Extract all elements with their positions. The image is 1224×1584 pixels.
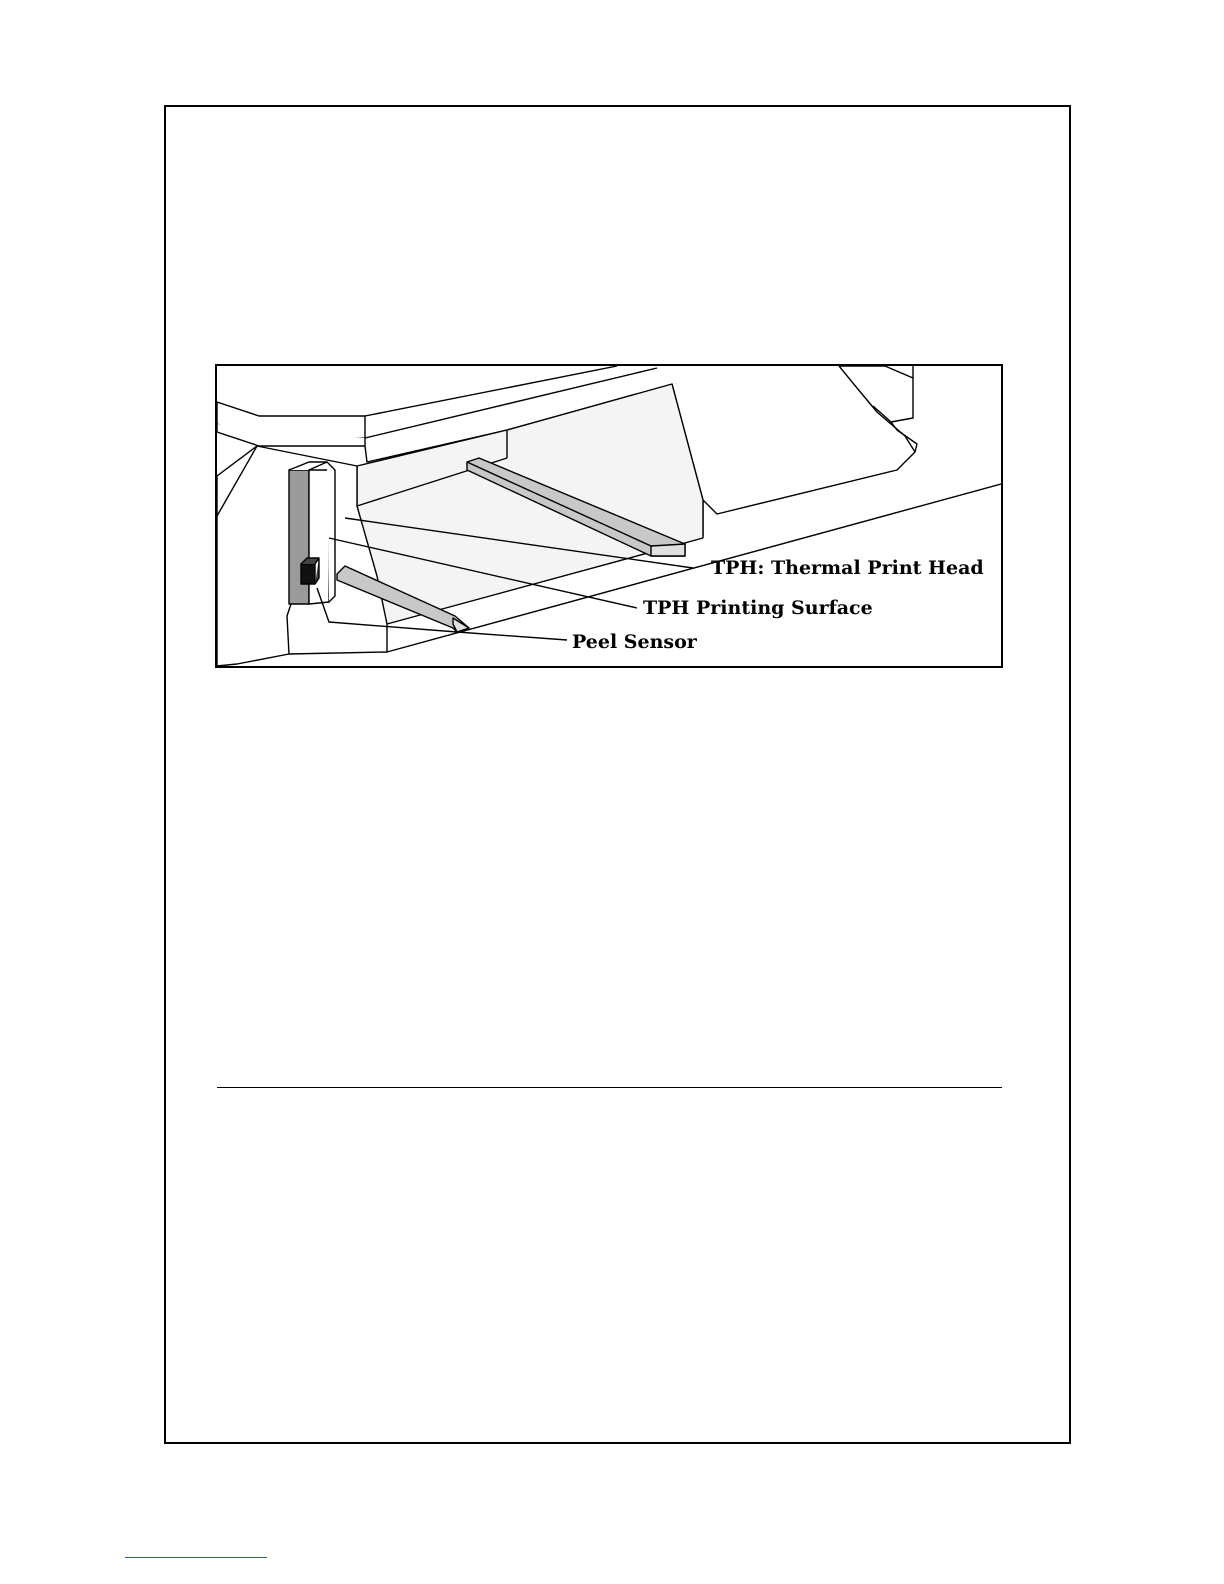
page-border <box>164 105 1071 1444</box>
surface-callout: TPH Printing Surface <box>643 597 873 619</box>
tph-callout: TPH: Thermal Print Head <box>711 557 984 579</box>
printer-right-housing <box>672 366 915 514</box>
peel-sensor-block <box>301 564 315 584</box>
printer-illustration <box>217 366 1001 666</box>
footer-link-underline[interactable] <box>125 1557 267 1558</box>
peel-sensor-callout: Peel Sensor <box>572 631 697 653</box>
inner-back-panel <box>357 384 703 624</box>
printer-diagram <box>215 364 1003 668</box>
horizontal-rule <box>217 1087 1002 1088</box>
